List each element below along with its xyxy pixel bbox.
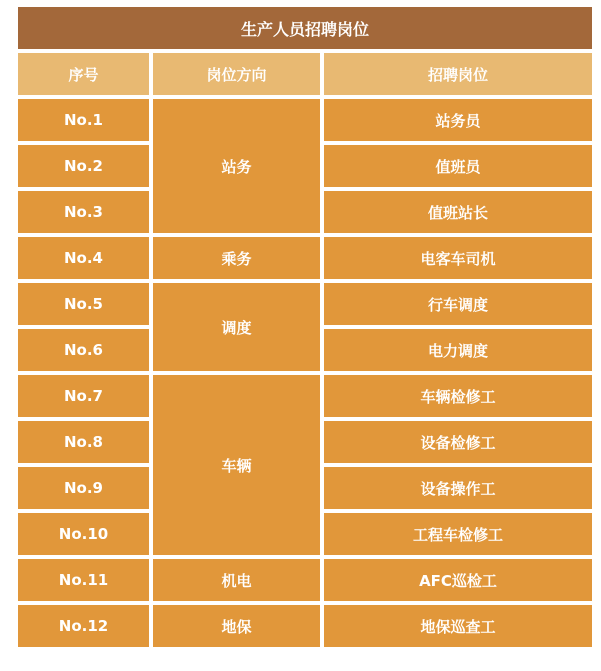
direction-cell: 机电: [153, 559, 324, 605]
table-title: 生产人员招聘岗位: [18, 7, 592, 49]
table-row: [18, 99, 592, 145]
post-cell: 值班站长: [324, 191, 592, 237]
header-direction: 岗位方向: [153, 49, 324, 99]
post-cell: 工程车检修工: [324, 513, 592, 559]
table-row: [18, 237, 592, 283]
table-row: [18, 559, 592, 605]
direction-cell: 调度: [153, 283, 324, 375]
recruitment-table: [18, 7, 592, 651]
direction-cell: 乘务: [153, 237, 324, 283]
header-number: 序号: [18, 49, 153, 99]
row-number: No.2: [18, 145, 153, 191]
row-number: No.7: [18, 375, 153, 421]
post-cell: AFC巡检工: [324, 559, 592, 605]
title-row: [18, 7, 592, 49]
row-number: No.6: [18, 329, 153, 375]
header-row: [18, 49, 592, 99]
row-number: No.4: [18, 237, 153, 283]
recruitment-table-container: [18, 7, 592, 651]
table-row: [18, 605, 592, 651]
post-cell: 地保巡查工: [324, 605, 592, 651]
post-cell: 值班员: [324, 145, 592, 191]
post-cell: 设备操作工: [324, 467, 592, 513]
row-number: No.9: [18, 467, 153, 513]
post-cell: 车辆检修工: [324, 375, 592, 421]
row-number: No.11: [18, 559, 153, 605]
table-row: [18, 283, 592, 329]
direction-cell: 车辆: [153, 375, 324, 559]
row-number: No.8: [18, 421, 153, 467]
direction-cell: 站务: [153, 99, 324, 237]
table-row: [18, 375, 592, 421]
row-number: No.5: [18, 283, 153, 329]
post-cell: 行车调度: [324, 283, 592, 329]
row-number: No.12: [18, 605, 153, 651]
header-post: 招聘岗位: [324, 49, 592, 99]
post-cell: 设备检修工: [324, 421, 592, 467]
row-number: No.10: [18, 513, 153, 559]
post-cell: 站务员: [324, 99, 592, 145]
direction-cell: 地保: [153, 605, 324, 651]
post-cell: 电力调度: [324, 329, 592, 375]
row-number: No.3: [18, 191, 153, 237]
post-cell: 电客车司机: [324, 237, 592, 283]
row-number: No.1: [18, 99, 153, 145]
